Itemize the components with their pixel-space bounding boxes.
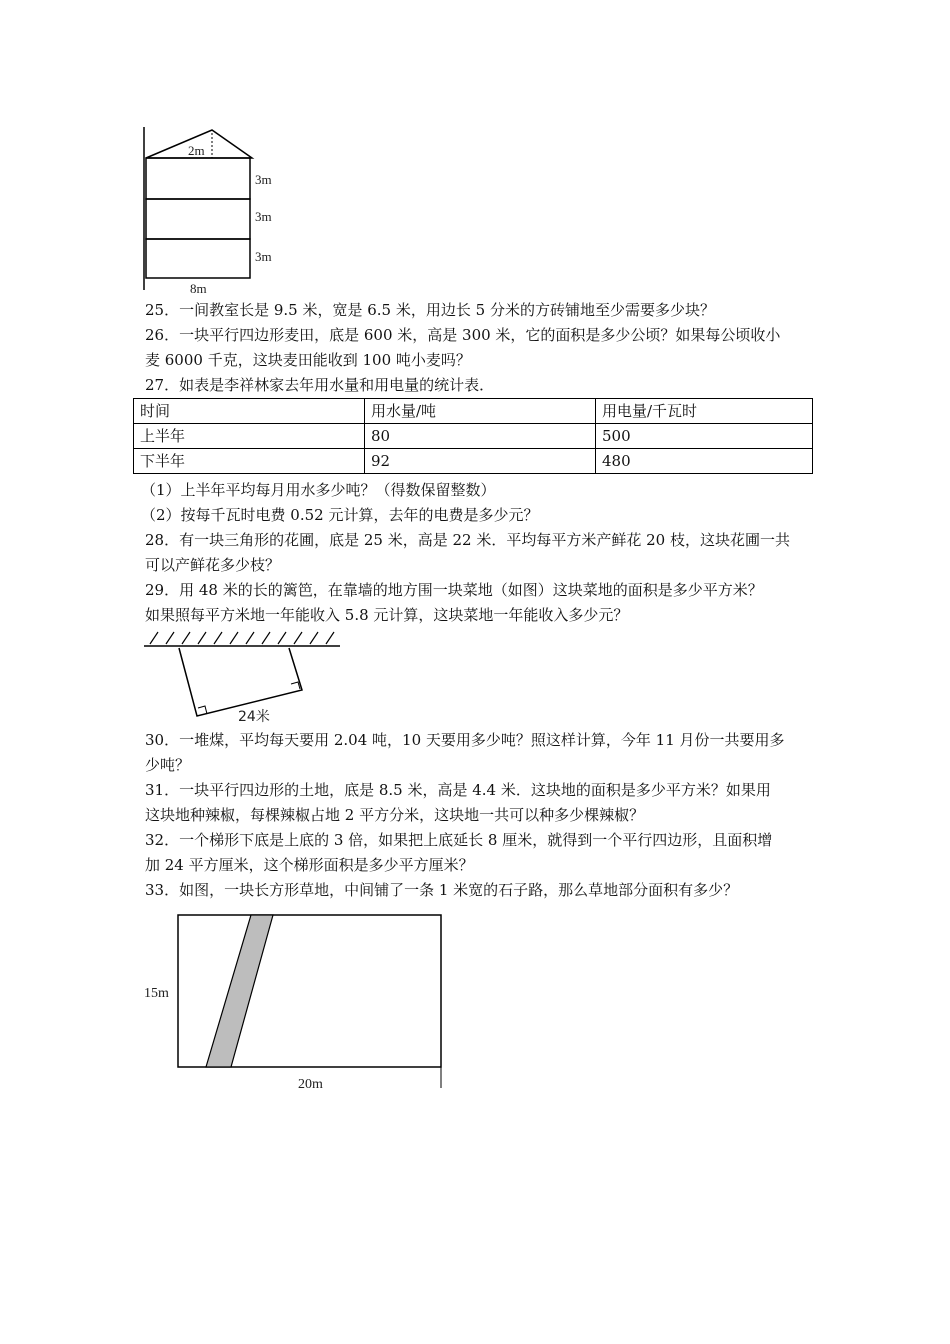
table-cell: 480 bbox=[596, 449, 813, 474]
lawn-width-label: 20m bbox=[298, 1077, 323, 1092]
question-31-line-1: 31．一块平行四边形的土地，底是 8.5 米，高是 4.4 米．这块地的面积是多少平方米？如果用 bbox=[145, 781, 771, 799]
garden-figure bbox=[142, 628, 347, 724]
table-header-row bbox=[134, 399, 813, 424]
question-27-sub-2: （2）按每千瓦时电费 0.52 元计算，去年的电费是多少元？ bbox=[141, 506, 539, 524]
question-31-line-2: 这块地种辣椒，每棵辣椒占地 2 平方分米，这块地一共可以种多少棵辣椒？ bbox=[145, 806, 645, 824]
table-header-cell: 用电量/千瓦时 bbox=[596, 399, 813, 424]
rect-2 bbox=[146, 199, 250, 239]
table-cell: 80 bbox=[365, 424, 596, 449]
usage-table bbox=[133, 398, 813, 474]
roof-height-label: 2m bbox=[188, 143, 205, 158]
wall-hatching bbox=[150, 632, 334, 644]
table-row bbox=[134, 424, 813, 449]
rect2-height-label: 3m bbox=[255, 209, 272, 224]
table-cell: 500 bbox=[596, 424, 813, 449]
rect-3 bbox=[146, 239, 250, 278]
rect-1 bbox=[146, 158, 250, 199]
question-25-line-1: 25．一间教室长是 9.5 米，宽是 6.5 米，用边长 5 分米的方砖铺地至少需要多少块？ bbox=[145, 301, 715, 319]
base-width-label: 8m bbox=[190, 281, 207, 295]
question-32-line-2: 加 24 平方厘米，这个梯形面积是多少平方厘米？ bbox=[145, 856, 474, 874]
table-header-cell: 用水量/吨 bbox=[365, 399, 596, 424]
table-cell: 92 bbox=[365, 449, 596, 474]
question-29-line-1: 29．用 48 米的长的篱笆，在靠墙的地方围一块菜地（如图）这块菜地的面积是多少平方米？ bbox=[145, 581, 763, 599]
table-cell: 上半年 bbox=[134, 424, 365, 449]
question-28-line-1: 28．有一块三角形的花圃，底是 25 米，高是 22 米．平均每平方米产鲜花 20 枝，这块花圃一共 bbox=[145, 531, 790, 549]
table-header-cell: 时间 bbox=[134, 399, 365, 424]
house-figure bbox=[140, 125, 290, 295]
rect1-height-label: 3m bbox=[255, 172, 272, 187]
lawn-figure bbox=[140, 910, 450, 1095]
question-33-line-1: 33．如图，一块长方形草地，中间铺了一条 1 米宽的石子路，那么草地部分面积有多少？ bbox=[145, 881, 739, 899]
question-28-line-2: 可以产鲜花多少枝？ bbox=[145, 556, 281, 574]
question-32-line-1: 32．一个梯形下底是上底的 3 倍，如果把上底延长 8 厘米，就得到一个平行四边形，且面积增 bbox=[145, 831, 773, 849]
question-30-line-2: 少吨？ bbox=[145, 756, 191, 774]
garden-length-label: 24米 bbox=[238, 709, 270, 724]
stone-path bbox=[206, 915, 273, 1067]
table-row bbox=[134, 449, 813, 474]
question-27-sub-1: （1）上半年平均每月用水多少吨？（得数保留整数） bbox=[141, 481, 496, 499]
question-30-line-1: 30．一堆煤，平均每天要用 2.04 吨，10 天要用多少吨？照这样计算，今年 11 月份一共要用多 bbox=[145, 731, 785, 749]
garden-outline bbox=[179, 648, 302, 716]
question-29-line-2: 如果照每平方米地一年能收入 5.8 元计算，这块菜地一年能收入多少元？ bbox=[145, 606, 629, 624]
question-26-line-1: 26．一块平行四边形麦田，底是 600 米，高是 300 米，它的面积是多少公顷？如果每公顷收小 bbox=[145, 326, 781, 344]
right-angle-mark bbox=[198, 706, 207, 714]
question-26-line-2: 麦 6000 千克，这块麦田能收到 100 吨小麦吗？ bbox=[145, 351, 471, 369]
rect3-height-label: 3m bbox=[255, 249, 272, 264]
right-angle-mark bbox=[291, 682, 300, 689]
table-cell: 下半年 bbox=[134, 449, 365, 474]
lawn-height-label: 15m bbox=[144, 986, 169, 1001]
question-27-line-1: 27．如表是李祥林家去年用水量和用电量的统计表． bbox=[145, 376, 495, 394]
